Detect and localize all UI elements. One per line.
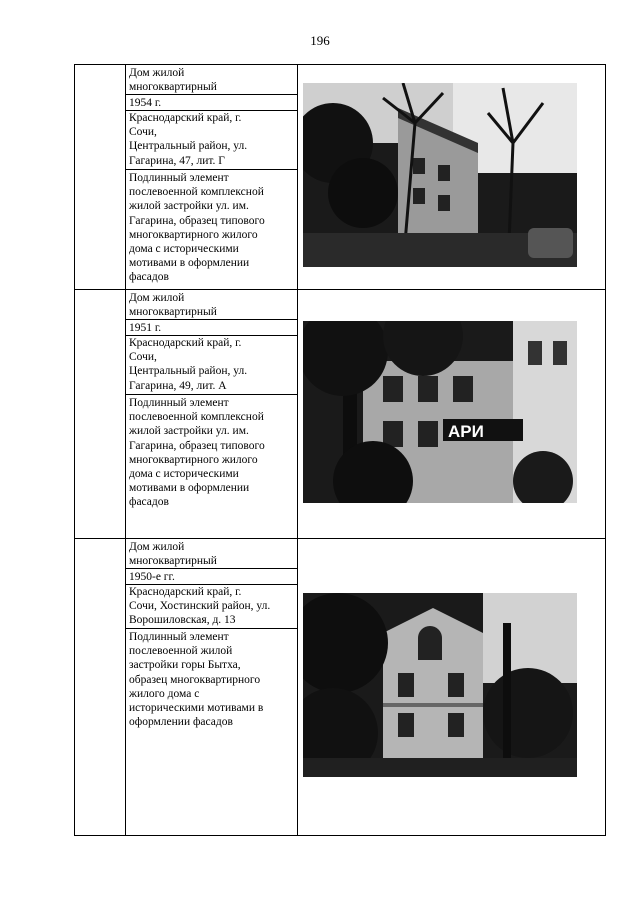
building-date: 1954 г. <box>129 97 162 109</box>
building-name: Дом жилой многоквартирный <box>129 292 217 319</box>
cell-divider <box>125 568 297 569</box>
column-divider <box>125 65 126 835</box>
cell-divider <box>125 169 297 170</box>
cell-divider <box>125 628 297 629</box>
building-name: Дом жилой многоквартирный <box>129 541 217 568</box>
building-photo <box>303 321 577 503</box>
building-address: Краснодарский край, г. Сочи, Хостинский район, ул. Ворошиловская, д. 13 <box>129 586 271 627</box>
building-description: Подлинный элемент послевоенной комплексной жилой застройки ул. им. Гагарина, образец типового многоквартирного жилого дома с историческими мотивами в оформлении фасадов <box>129 172 265 284</box>
building-description: Подлинный элемент послевоенной жилой застройки горы Бытха, образец многоквартирного жилого дома с историческими мотивами в оформлении фасадов <box>129 631 264 729</box>
column-divider <box>297 65 298 835</box>
building-address: Краснодарский край, г. Сочи, Центральный район, ул. Гагарина, 47, лит. Г <box>129 112 248 167</box>
page-number: 196 <box>310 33 330 48</box>
building-description: Подлинный элемент послевоенной комплексной жилой застройки ул. им. Гагарина, образец типового многоквартирного жилого дома с историческими мотивами в оформлении фасадов <box>129 397 265 509</box>
row-divider <box>75 289 605 290</box>
building-photo <box>303 83 577 267</box>
building-photo <box>303 593 577 777</box>
heritage-table <box>74 64 606 836</box>
building-date: 1950-е гг. <box>129 571 175 583</box>
sign-text: АРИ <box>448 422 484 441</box>
row-divider <box>75 538 605 539</box>
building-address: Краснодарский край, г. Сочи, Центральный район, ул. Гагарина, 49, лит. А <box>129 337 248 392</box>
cell-divider <box>125 94 297 95</box>
cell-divider <box>125 319 297 320</box>
cell-divider <box>125 394 297 395</box>
building-date: 1951 г. <box>129 322 162 334</box>
building-name: Дом жилой многоквартирный <box>129 67 217 94</box>
